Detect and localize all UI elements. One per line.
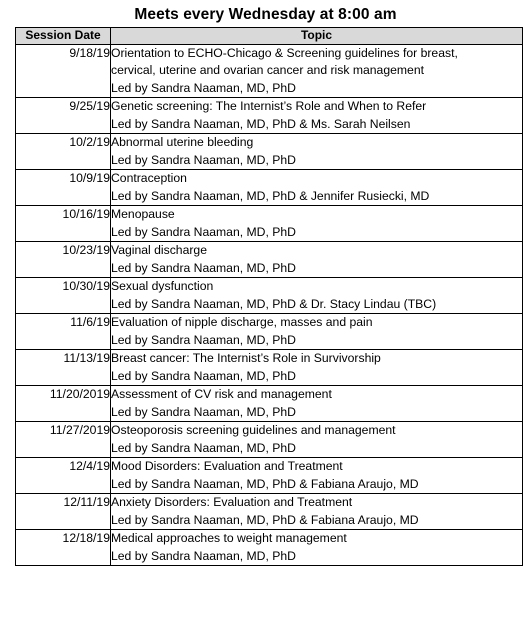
table-row [16, 45, 523, 98]
session-date-cell: 10/2/19 [16, 134, 111, 170]
table-row [16, 458, 523, 494]
topic-cell [111, 530, 523, 566]
session-date-cell: 9/25/19 [16, 98, 111, 134]
session-leader-text: Led by Sandra Naaman, MD, PhD [111, 260, 296, 275]
session-date-cell: 12/11/19 [16, 494, 111, 530]
table-row [16, 206, 523, 242]
table-row [16, 134, 523, 170]
topic-cell [111, 242, 523, 278]
table-header-row [16, 28, 523, 45]
session-schedule-table [15, 27, 523, 566]
session-leader-text: Led by Sandra Naaman, MD, PhD & Dr. Stacy Lindau (TBC) [111, 296, 437, 311]
session-leader-text: Led by Sandra Naaman, MD, PhD [111, 440, 296, 455]
session-date-cell: 11/27/2019 [16, 422, 111, 458]
topic-text: Genetic screening: The Internist’s Role and When to Refer [111, 99, 427, 114]
table-row [16, 422, 523, 458]
topic-text: Breast cancer: The Internist’s Role in Survivorship [111, 351, 381, 366]
table-row [16, 530, 523, 566]
table-row [16, 278, 523, 314]
topic-cell [111, 278, 523, 314]
topic-text: Evaluation of nipple discharge, masses and pain [111, 315, 373, 330]
topic-text: Vaginal discharge [111, 243, 207, 258]
topic-text: Abnormal uterine bleeding [111, 135, 254, 150]
topic-text: Assessment of CV risk and management [111, 387, 332, 402]
topic-cell [111, 98, 523, 134]
session-date-cell: 12/18/19 [16, 530, 111, 566]
session-leader-text: Led by Sandra Naaman, MD, PhD [111, 548, 296, 563]
schedule-title: Meets every Wednesday at 8:00 am [134, 6, 397, 23]
topic-cell [111, 494, 523, 530]
topic-cell [111, 134, 523, 170]
topic-text: Medical approaches to weight management [111, 531, 347, 546]
session-date-cell: 11/6/19 [16, 314, 111, 350]
session-leader-text: Led by Sandra Naaman, MD, PhD [111, 224, 296, 239]
session-date-cell: 10/16/19 [16, 206, 111, 242]
session-leader-text: Led by Sandra Naaman, MD, PhD [111, 152, 296, 167]
topic-cell [111, 422, 523, 458]
table-row [16, 242, 523, 278]
table-row [16, 386, 523, 422]
topic-text: Sexual dysfunction [111, 279, 214, 294]
session-leader-text: Led by Sandra Naaman, MD, PhD [111, 404, 296, 419]
session-leader-text: Led by Sandra Naaman, MD, PhD [111, 80, 296, 95]
session-date-cell: 10/9/19 [16, 170, 111, 206]
session-leader-text: Led by Sandra Naaman, MD, PhD & Fabiana Araujo, MD [111, 476, 419, 491]
session-date-cell: 10/23/19 [16, 242, 111, 278]
topic-cell [111, 206, 523, 242]
topic-cell [111, 386, 523, 422]
table-row [16, 98, 523, 134]
topic-cell [111, 350, 523, 386]
table-row [16, 350, 523, 386]
topic-cell [111, 170, 523, 206]
session-leader-text: Led by Sandra Naaman, MD, PhD [111, 332, 296, 347]
topic-cell [111, 45, 523, 98]
topic-header: Topic [111, 28, 523, 45]
session-leader-text: Led by Sandra Naaman, MD, PhD & Jennifer Rusiecki, MD [111, 188, 430, 203]
table-row [16, 314, 523, 350]
table-body [16, 45, 523, 566]
session-date-cell: 12/4/19 [16, 458, 111, 494]
topic-text: Menopause [111, 207, 175, 222]
session-date-cell: 10/30/19 [16, 278, 111, 314]
topic-cell [111, 314, 523, 350]
session-date-header: Session Date [16, 28, 111, 45]
session-date-cell: 11/13/19 [16, 350, 111, 386]
topic-text: cervical, uterine and ovarian cancer and risk management [111, 63, 424, 78]
topic-cell [111, 458, 523, 494]
topic-text: Mood Disorders: Evaluation and Treatment [111, 459, 343, 474]
session-date-cell: 9/18/19 [16, 45, 111, 98]
table-row [16, 494, 523, 530]
session-leader-text: Led by Sandra Naaman, MD, PhD & Ms. Sarah Neilsen [111, 116, 411, 131]
topic-text: Contraception [111, 171, 187, 186]
topic-text: Anxiety Disorders: Evaluation and Treatment [111, 495, 353, 510]
topic-text: Osteoporosis screening guidelines and management [111, 423, 396, 438]
table-row [16, 170, 523, 206]
session-date-cell: 11/20/2019 [16, 386, 111, 422]
session-leader-text: Led by Sandra Naaman, MD, PhD & Fabiana Araujo, MD [111, 512, 419, 527]
session-leader-text: Led by Sandra Naaman, MD, PhD [111, 368, 296, 383]
topic-text: Orientation to ECHO-Chicago & Screening guidelines for breast, [111, 46, 458, 60]
